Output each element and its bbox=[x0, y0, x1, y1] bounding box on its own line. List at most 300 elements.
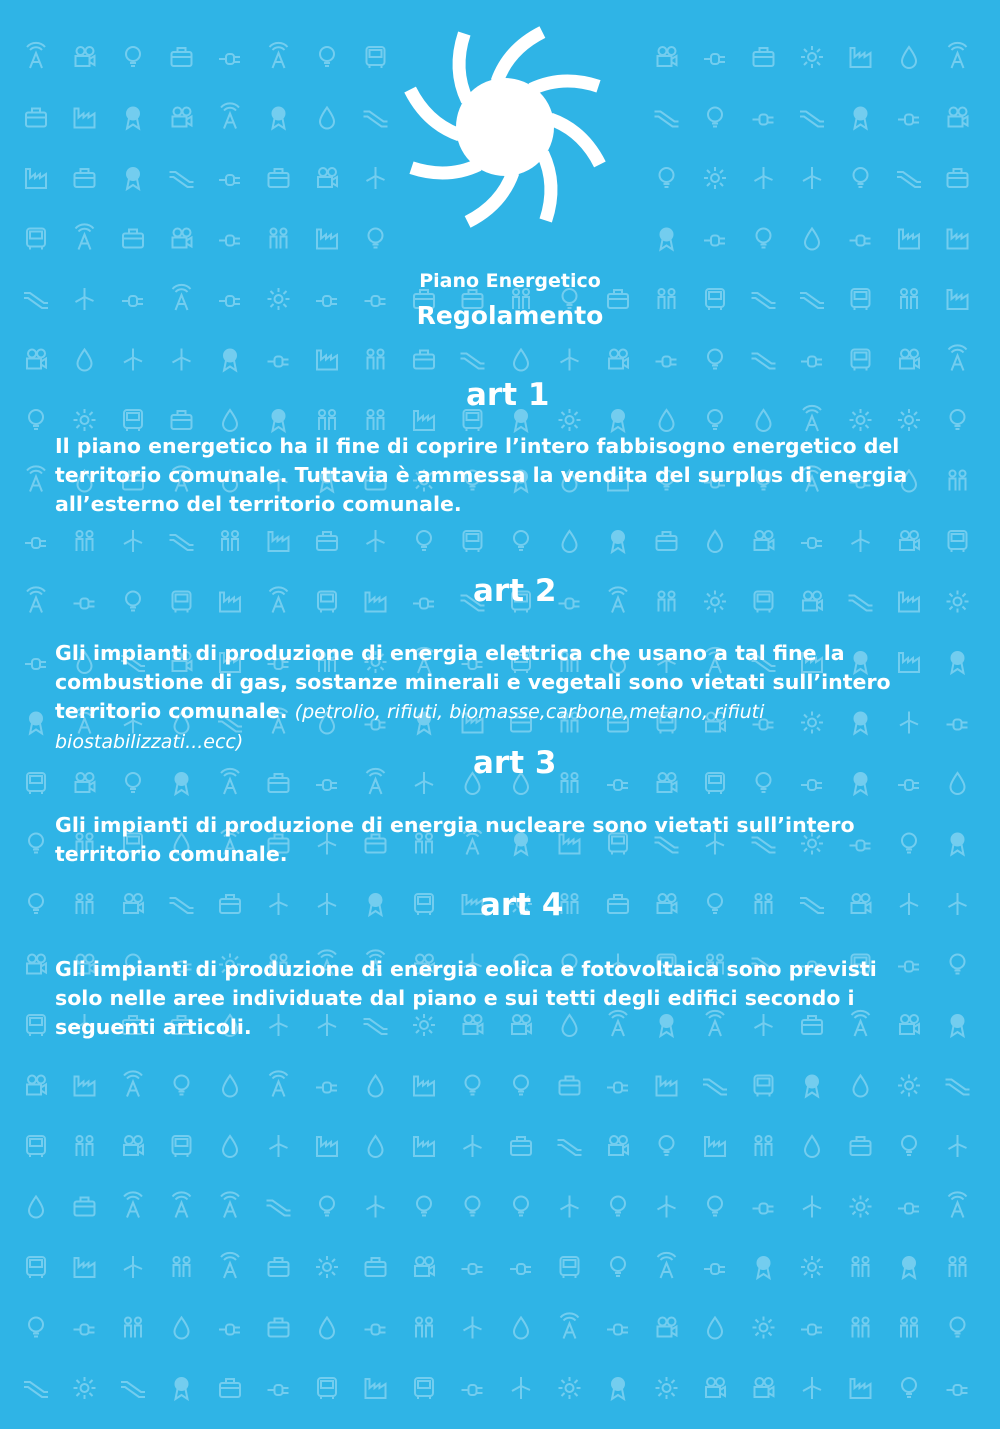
antenna-icon bbox=[124, 1071, 142, 1096]
factory-icon bbox=[366, 1379, 386, 1398]
camera-icon bbox=[803, 592, 822, 611]
antenna-icon bbox=[27, 466, 45, 491]
drop-icon bbox=[951, 773, 965, 794]
sun-icon bbox=[850, 409, 872, 431]
bulb-icon bbox=[417, 1197, 431, 1216]
bus-icon bbox=[464, 531, 482, 552]
award-icon bbox=[515, 410, 527, 431]
plug-icon bbox=[365, 1325, 386, 1335]
sun-icon bbox=[74, 1377, 96, 1399]
bulb-icon bbox=[29, 410, 43, 429]
antenna-icon bbox=[173, 1192, 191, 1217]
wind-icon bbox=[270, 1135, 288, 1157]
briefcase-icon bbox=[220, 1379, 240, 1397]
sun-icon bbox=[753, 1317, 775, 1339]
factory-icon bbox=[851, 1379, 871, 1398]
camera-icon bbox=[755, 531, 774, 550]
drop-icon bbox=[708, 531, 722, 552]
briefcase-icon bbox=[511, 1137, 531, 1155]
sun-icon bbox=[704, 167, 726, 189]
bulb-icon bbox=[29, 1318, 43, 1337]
bulb-icon bbox=[757, 773, 771, 792]
plug-icon bbox=[74, 599, 95, 609]
bus-icon bbox=[173, 592, 191, 613]
plug-icon bbox=[801, 1325, 822, 1335]
bulb-icon bbox=[708, 350, 722, 369]
bus-icon bbox=[949, 531, 967, 552]
plug-icon bbox=[316, 1083, 337, 1093]
bulb-icon bbox=[369, 229, 383, 248]
bulb-icon bbox=[320, 47, 334, 66]
briefcase-icon bbox=[75, 169, 95, 187]
article-2-body bbox=[55, 639, 935, 757]
camera-icon bbox=[173, 108, 192, 127]
drop-icon bbox=[514, 1318, 528, 1339]
camera-icon bbox=[706, 1378, 725, 1397]
camera-icon bbox=[755, 1378, 774, 1397]
sun-icon bbox=[559, 1377, 581, 1399]
bus-icon bbox=[173, 1136, 191, 1157]
sun-icon bbox=[850, 1196, 872, 1218]
camera-icon bbox=[658, 47, 677, 66]
antenna-icon bbox=[658, 1253, 676, 1278]
wind-icon bbox=[852, 530, 870, 552]
people-icon bbox=[77, 531, 93, 551]
page-subtitle: Piano Energetico bbox=[419, 270, 601, 292]
wind-icon bbox=[415, 772, 433, 794]
plug-icon bbox=[462, 1264, 483, 1274]
antenna-icon bbox=[221, 103, 239, 128]
people-icon bbox=[77, 1136, 93, 1156]
briefcase-icon bbox=[269, 169, 289, 187]
antenna-icon bbox=[124, 1192, 142, 1217]
plug-icon bbox=[898, 962, 919, 972]
bulb-icon bbox=[514, 531, 528, 550]
camera-icon bbox=[609, 1136, 628, 1155]
factory-icon bbox=[414, 411, 434, 430]
camera-icon bbox=[852, 894, 871, 913]
plug-icon bbox=[704, 236, 725, 246]
sun-ray bbox=[550, 119, 600, 164]
people-icon bbox=[174, 1257, 190, 1277]
people-icon bbox=[416, 1318, 432, 1338]
bulb-icon bbox=[708, 410, 722, 429]
award-icon bbox=[903, 1257, 915, 1278]
drop-icon bbox=[175, 1318, 189, 1339]
award-icon bbox=[176, 1378, 188, 1399]
antenna-icon bbox=[270, 43, 288, 68]
sun-icon bbox=[656, 1377, 678, 1399]
award-icon bbox=[612, 410, 624, 431]
people-icon bbox=[853, 1318, 869, 1338]
bulb-icon bbox=[660, 168, 674, 187]
bus-icon bbox=[755, 1076, 773, 1097]
antenna-icon bbox=[609, 587, 627, 612]
plug-icon bbox=[25, 538, 46, 548]
camera-icon bbox=[27, 955, 46, 974]
sun-ray bbox=[468, 172, 513, 222]
wind-icon bbox=[270, 893, 288, 915]
plug-icon bbox=[898, 115, 919, 125]
factory-icon bbox=[220, 593, 240, 612]
drop-icon bbox=[757, 410, 771, 431]
bus-icon bbox=[27, 1015, 45, 1036]
bulb-icon bbox=[951, 410, 965, 429]
briefcase-icon bbox=[26, 109, 46, 127]
sun-icon bbox=[74, 409, 96, 431]
antenna-icon bbox=[221, 769, 239, 794]
briefcase-icon bbox=[414, 351, 434, 369]
people-icon bbox=[271, 229, 287, 249]
bus-icon bbox=[27, 229, 45, 250]
plug-icon bbox=[268, 357, 289, 367]
briefcase-icon bbox=[754, 48, 774, 66]
wind-icon bbox=[561, 349, 579, 371]
factory-icon bbox=[75, 109, 95, 128]
plug-icon bbox=[898, 1204, 919, 1214]
pipe-icon bbox=[800, 293, 824, 308]
plug-icon bbox=[219, 296, 240, 306]
sun-icon bbox=[395, 22, 620, 232]
bulb-icon bbox=[951, 1318, 965, 1337]
bus-icon bbox=[706, 773, 724, 794]
sun-icon bbox=[801, 1256, 823, 1278]
bulb-icon bbox=[175, 1076, 189, 1095]
antenna-icon bbox=[173, 285, 191, 310]
camera-icon bbox=[76, 773, 95, 792]
camera-icon bbox=[415, 1257, 434, 1276]
wind-icon bbox=[124, 349, 142, 371]
plug-icon bbox=[607, 780, 628, 790]
article-2-heading: art 2 bbox=[473, 573, 557, 609]
wind-icon bbox=[124, 530, 142, 552]
plug-icon bbox=[753, 115, 774, 125]
drop-icon bbox=[660, 410, 674, 431]
people-icon bbox=[125, 1318, 141, 1338]
drop-icon bbox=[369, 1076, 383, 1097]
page-title: Regolamento bbox=[416, 301, 604, 330]
pipe-icon bbox=[800, 112, 824, 127]
plug-icon bbox=[219, 236, 240, 246]
award-icon bbox=[30, 713, 42, 734]
camera-icon bbox=[27, 350, 46, 369]
wind-icon bbox=[464, 1135, 482, 1157]
antenna-icon bbox=[367, 769, 385, 794]
bus-icon bbox=[27, 773, 45, 794]
wind-icon bbox=[76, 288, 94, 310]
plug-icon bbox=[559, 599, 580, 609]
people-icon bbox=[562, 894, 578, 914]
wind-icon bbox=[803, 1196, 821, 1218]
bulb-icon bbox=[126, 47, 140, 66]
bus-icon bbox=[755, 592, 773, 613]
people-icon bbox=[756, 1136, 772, 1156]
factory-icon bbox=[75, 1077, 95, 1096]
camera-icon bbox=[609, 350, 628, 369]
plug-icon bbox=[413, 599, 434, 609]
sun-ray bbox=[497, 32, 542, 82]
pipe-icon bbox=[24, 293, 48, 308]
award-icon bbox=[273, 108, 285, 129]
award-icon bbox=[176, 773, 188, 794]
award-icon bbox=[224, 350, 236, 371]
bus-icon bbox=[367, 47, 385, 68]
sun-icon bbox=[898, 409, 920, 431]
briefcase-icon bbox=[269, 774, 289, 792]
award-icon bbox=[127, 168, 139, 189]
bulb-icon bbox=[854, 168, 868, 187]
factory-icon bbox=[851, 48, 871, 67]
antenna-icon bbox=[949, 1192, 967, 1217]
article-2-text: Gli impianti di produzione di energia elettrica che usano a tal fine la combustione di gas, sostanze minerali e vegetali sono vietati sull’intero territorio comunale. bbox=[55, 641, 891, 723]
camera-icon bbox=[124, 1136, 143, 1155]
article-4-heading: art 4 bbox=[480, 887, 564, 923]
sun-ray bbox=[531, 81, 598, 89]
factory-icon bbox=[414, 1137, 434, 1156]
bulb-icon bbox=[417, 531, 431, 550]
plug-icon bbox=[607, 1325, 628, 1335]
people-icon bbox=[319, 410, 335, 430]
antenna-icon bbox=[803, 406, 821, 431]
pipe-icon bbox=[121, 1382, 145, 1397]
antenna-icon bbox=[221, 1192, 239, 1217]
factory-icon bbox=[705, 1137, 725, 1156]
people-icon bbox=[901, 289, 917, 309]
briefcase-icon bbox=[366, 1258, 386, 1276]
award-icon bbox=[370, 894, 382, 915]
factory-icon bbox=[317, 230, 337, 249]
drop-icon bbox=[78, 350, 92, 371]
bulb-icon bbox=[126, 773, 140, 792]
pipe-icon bbox=[24, 1382, 48, 1397]
plug-icon bbox=[898, 780, 919, 790]
factory-icon bbox=[948, 230, 968, 249]
plug-icon bbox=[801, 780, 822, 790]
bus-icon bbox=[852, 350, 870, 371]
bus-icon bbox=[318, 592, 336, 613]
wind-icon bbox=[124, 1256, 142, 1278]
bulb-icon bbox=[902, 834, 916, 853]
bulb-icon bbox=[611, 1257, 625, 1276]
sun-icon bbox=[268, 288, 290, 310]
drop-icon bbox=[223, 410, 237, 431]
wind-icon bbox=[900, 893, 918, 915]
people-icon bbox=[901, 1318, 917, 1338]
pipe-icon bbox=[170, 898, 194, 913]
briefcase-icon bbox=[948, 169, 968, 187]
bus-icon bbox=[124, 410, 142, 431]
article-1-text: Il piano energetico ha il fine di coprire l’intero fabbisogno energetico del territorio comunale. Tuttavia è ammessa la vendita del surplus di energia all’esterno del territorio comunale. bbox=[55, 434, 908, 516]
award-icon bbox=[612, 531, 624, 552]
plug-icon bbox=[850, 236, 871, 246]
bus-icon bbox=[561, 1257, 579, 1278]
bulb-icon bbox=[660, 1136, 674, 1155]
sun-icon bbox=[898, 1075, 920, 1097]
wind-icon bbox=[949, 1135, 967, 1157]
drop-icon bbox=[29, 1197, 43, 1218]
antenna-icon bbox=[27, 587, 45, 612]
pipe-icon bbox=[703, 1080, 727, 1095]
briefcase-icon bbox=[75, 1198, 95, 1216]
factory-icon bbox=[317, 351, 337, 370]
wind-icon bbox=[755, 167, 773, 189]
pipe-icon bbox=[655, 112, 679, 127]
wind-icon bbox=[949, 893, 967, 915]
factory-icon bbox=[317, 1137, 337, 1156]
bus-icon bbox=[852, 289, 870, 310]
briefcase-icon bbox=[172, 48, 192, 66]
plug-icon bbox=[122, 296, 143, 306]
bulb-icon bbox=[29, 834, 43, 853]
plug-icon bbox=[219, 1325, 240, 1335]
plug-icon bbox=[462, 1385, 483, 1395]
bus-icon bbox=[464, 410, 482, 431]
award-icon bbox=[855, 773, 867, 794]
antenna-icon bbox=[76, 224, 94, 249]
plug-icon bbox=[25, 659, 46, 669]
factory-icon bbox=[657, 1077, 677, 1096]
plug-icon bbox=[510, 1264, 531, 1274]
award-icon bbox=[758, 1257, 770, 1278]
plug-icon bbox=[947, 1385, 968, 1395]
pipe-icon bbox=[800, 898, 824, 913]
briefcase-icon bbox=[657, 532, 677, 550]
sun-icon bbox=[947, 591, 969, 613]
sun-ray bbox=[543, 153, 551, 220]
award-icon bbox=[127, 108, 139, 129]
camera-icon bbox=[76, 47, 95, 66]
bulb-icon bbox=[708, 894, 722, 913]
bulb-icon bbox=[466, 1197, 480, 1216]
wind-icon bbox=[464, 1317, 482, 1339]
factory-icon bbox=[26, 169, 46, 188]
drop-icon bbox=[563, 531, 577, 552]
bus-icon bbox=[415, 1378, 433, 1399]
antenna-icon bbox=[270, 587, 288, 612]
bulb-icon bbox=[514, 1076, 528, 1095]
antenna-icon bbox=[949, 345, 967, 370]
briefcase-icon bbox=[851, 1137, 871, 1155]
people-icon bbox=[562, 773, 578, 793]
people-icon bbox=[659, 592, 675, 612]
drop-icon bbox=[369, 1136, 383, 1157]
briefcase-icon bbox=[123, 230, 143, 248]
article-3-heading: art 3 bbox=[473, 745, 557, 781]
camera-icon bbox=[658, 1318, 677, 1337]
award-icon bbox=[952, 834, 964, 855]
briefcase-icon bbox=[560, 1077, 580, 1095]
factory-icon bbox=[75, 1258, 95, 1277]
plug-icon bbox=[219, 54, 240, 64]
camera-icon bbox=[900, 350, 919, 369]
bulb-icon bbox=[320, 1197, 334, 1216]
bulb-icon bbox=[902, 1136, 916, 1155]
award-icon bbox=[612, 1378, 624, 1399]
sun-ray bbox=[412, 165, 479, 173]
bulb-icon bbox=[708, 1197, 722, 1216]
plug-icon bbox=[801, 538, 822, 548]
people-icon bbox=[77, 894, 93, 914]
sun-icon bbox=[801, 46, 823, 68]
people-icon bbox=[368, 410, 384, 430]
plug-icon bbox=[656, 357, 677, 367]
article-4-text: Gli impianti di produzione di energia eolica e fotovoltaica sono previsti solo nelle aree individuate dal piano e sui tetti degli edifici secondo i seguenti articoli. bbox=[55, 957, 877, 1039]
drop-icon bbox=[805, 229, 819, 250]
drop-icon bbox=[223, 1136, 237, 1157]
pipe-icon bbox=[170, 172, 194, 187]
factory-icon bbox=[948, 290, 968, 309]
sun-icon bbox=[704, 591, 726, 613]
pipe-icon bbox=[461, 354, 485, 369]
bulb-icon bbox=[126, 592, 140, 611]
wind-icon bbox=[173, 349, 191, 371]
people-icon bbox=[950, 1257, 966, 1277]
camera-icon bbox=[27, 1076, 46, 1095]
bulb-icon bbox=[29, 894, 43, 913]
drop-icon bbox=[514, 350, 528, 371]
camera-icon bbox=[173, 229, 192, 248]
bus-icon bbox=[27, 1136, 45, 1157]
antenna-icon bbox=[270, 1071, 288, 1096]
camera-icon bbox=[900, 531, 919, 550]
plug-icon bbox=[801, 357, 822, 367]
bulb-icon bbox=[708, 108, 722, 127]
bulb-icon bbox=[951, 955, 965, 974]
wind-icon bbox=[367, 530, 385, 552]
award-icon bbox=[806, 1076, 818, 1097]
bus-icon bbox=[415, 894, 433, 915]
people-icon bbox=[853, 1257, 869, 1277]
plug-icon bbox=[219, 175, 240, 185]
pipe-icon bbox=[752, 293, 776, 308]
plug-icon bbox=[268, 1385, 289, 1395]
drop-icon bbox=[708, 1318, 722, 1339]
camera-icon bbox=[658, 773, 677, 792]
pipe-icon bbox=[267, 1201, 291, 1216]
pipe-icon bbox=[364, 112, 388, 127]
antenna-icon bbox=[561, 1313, 579, 1338]
briefcase-icon bbox=[317, 532, 337, 550]
sun-ray bbox=[410, 90, 460, 135]
award-icon bbox=[661, 229, 673, 250]
pipe-icon bbox=[946, 1080, 970, 1095]
briefcase-icon bbox=[172, 411, 192, 429]
award-icon bbox=[855, 108, 867, 129]
bus-icon bbox=[27, 1257, 45, 1278]
plug-icon bbox=[607, 1083, 628, 1093]
bulb-icon bbox=[466, 1076, 480, 1095]
wind-icon bbox=[803, 1377, 821, 1399]
camera-icon bbox=[658, 894, 677, 913]
wind-icon bbox=[561, 1196, 579, 1218]
wind-icon bbox=[367, 167, 385, 189]
briefcase-icon bbox=[269, 1319, 289, 1337]
briefcase-icon bbox=[608, 895, 628, 913]
plug-icon bbox=[704, 1264, 725, 1274]
drop-icon bbox=[902, 47, 916, 68]
drop-icon bbox=[320, 108, 334, 129]
wind-icon bbox=[658, 1196, 676, 1218]
people-icon bbox=[756, 894, 772, 914]
drop-icon bbox=[854, 1076, 868, 1097]
drop-icon bbox=[223, 1076, 237, 1097]
article-1-heading: art 1 bbox=[466, 377, 550, 413]
article-2-note: (petrolio, rifiuti, biomasse,carbone,metano, rifiuti biostabilizzati...ecc) bbox=[55, 701, 765, 753]
wind-icon bbox=[512, 1377, 530, 1399]
plug-icon bbox=[704, 54, 725, 64]
drop-icon bbox=[805, 1136, 819, 1157]
award-icon bbox=[952, 1015, 964, 1036]
